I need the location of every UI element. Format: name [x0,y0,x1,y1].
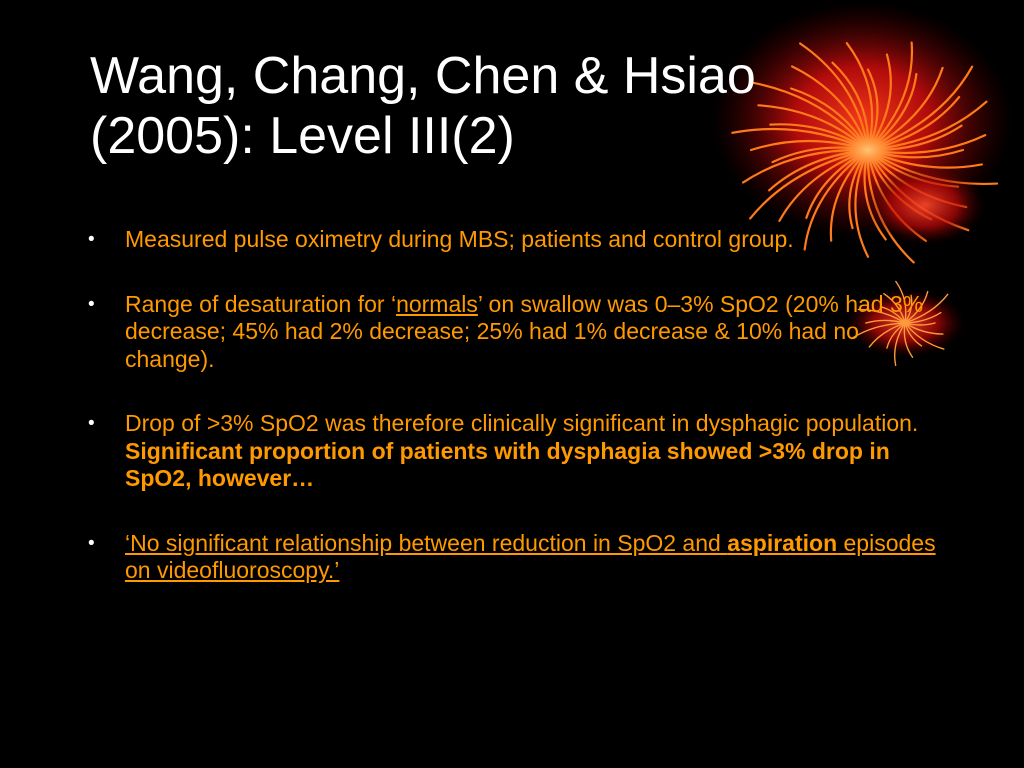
bullet-text-post: ’ on swallow was 0–3% SpO2 (20% had 3% decrease; 45% had 2% decrease; 25% had 1% decrease & 10% had no change). [125,290,924,372]
title-line-1: Wang, Chang, Chen & Hsiao [90,47,756,105]
bullet-dot-icon: • [88,532,95,554]
normals-link[interactable]: normals [396,290,478,317]
bullet-bold-text: Significant proportion of patients with dysphagia showed >3% drop in SpO2, however… [125,437,890,491]
bullet-item-1 [88,226,944,254]
bullet-text: Drop of >3% SpO2 was therefore clinically significant in dysphagic population. [125,410,919,436]
bullet-item-4 [88,530,944,585]
bullet-dot-icon: • [88,293,95,315]
bullet-item-2 [88,291,944,374]
bullet-text-pre: Range of desaturation for ‘ [125,290,397,317]
quote-bold-text: aspiration [727,529,838,556]
title-line-2: (2005): Level III(2) [90,107,515,165]
quote-text-post: episodes on videofluoroscopy.’ [125,529,936,583]
slide-title [90,46,756,166]
bullet-dot-icon: • [88,413,95,434]
quote-link[interactable] [125,530,936,584]
bullet-text: Measured pulse oximetry during MBS; patients and control group. [125,226,794,252]
bullet-dot-icon: • [88,229,95,250]
quote-text-pre: ‘No significant relationship between reduction in SpO2 and [125,529,728,556]
bullet-list [88,226,944,585]
bullet-item-3 [88,410,944,493]
